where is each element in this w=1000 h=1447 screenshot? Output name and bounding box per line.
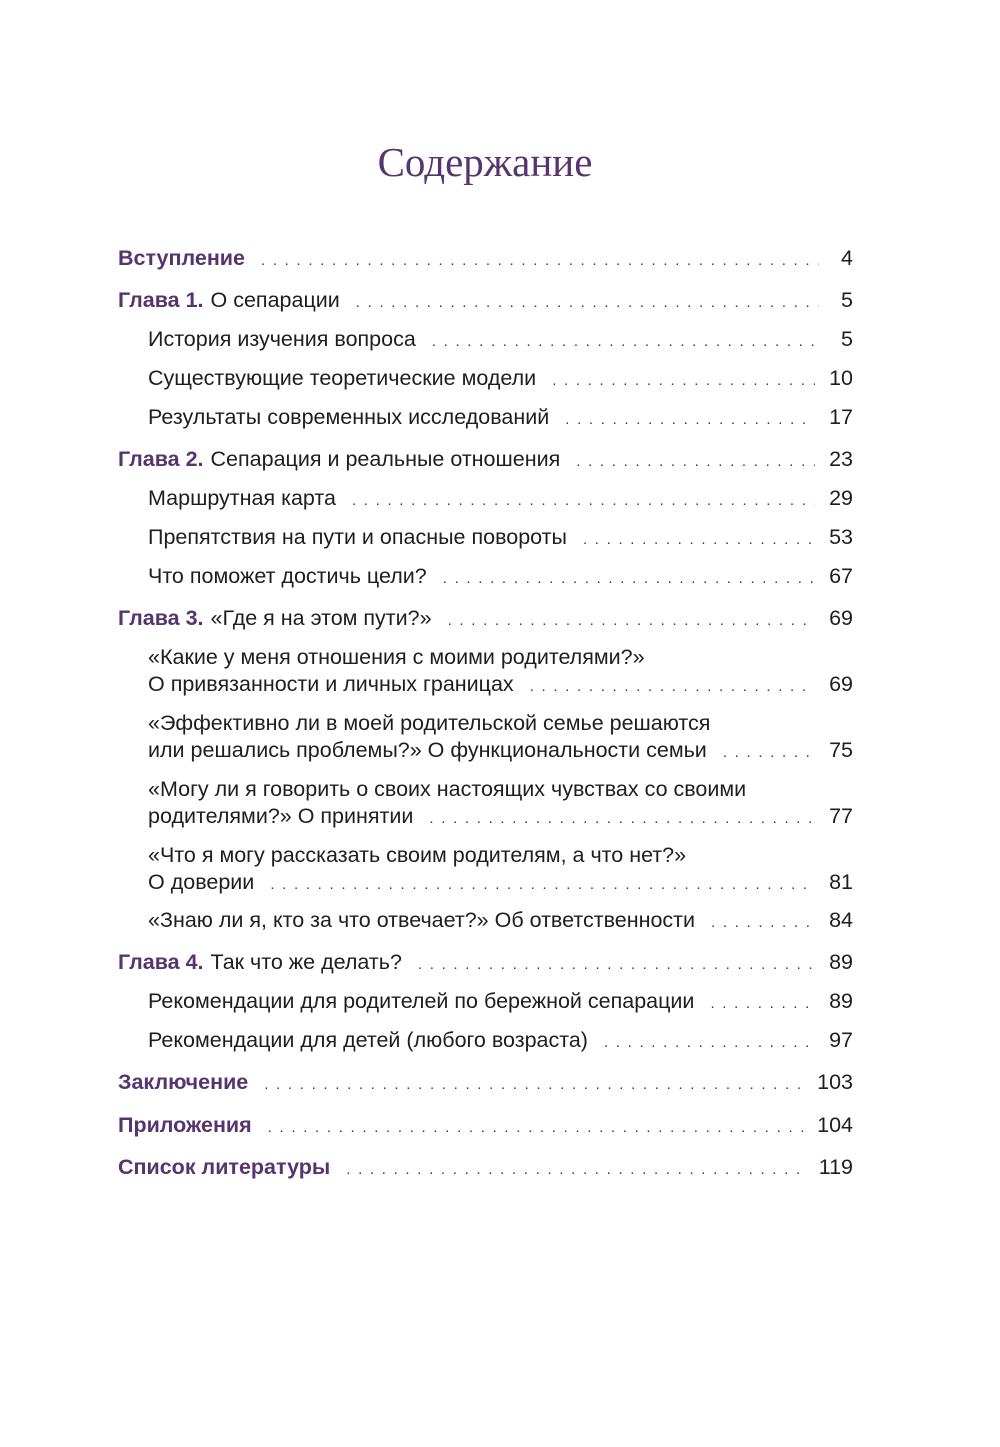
toc-entry-appendix[interactable] (118, 1110, 853, 1140)
dot-leader (710, 989, 815, 1019)
toc-entry-title (118, 603, 432, 633)
toc-entry-title: Вступление (118, 246, 245, 270)
toc-entry-subsection[interactable] (148, 905, 853, 935)
page-number: 81 (829, 870, 853, 894)
toc-entry-title-line: «Какие у меня отношения с моими родителями?» (148, 645, 645, 669)
page-number: 119 (818, 1155, 853, 1179)
dot-leader (565, 405, 815, 435)
toc-entry-title: Заключение (118, 1070, 249, 1094)
chapter-title: Сепарация и реальные отношения (210, 447, 561, 471)
page-number: 89 (829, 950, 853, 974)
chapter-title: «Где я на этом пути?» (210, 606, 432, 630)
page-number: 23 (829, 447, 853, 471)
toc-entry-title: Что поможет достичь цели? (148, 564, 427, 588)
toc-entry-subsection[interactable] (148, 1025, 853, 1055)
toc-entry-title: Препятствия на пути и опасные повороты (148, 525, 567, 549)
chapter-prefix: Глава 1. (118, 288, 204, 312)
toc-entry-title: родителями?» О принятии (148, 804, 414, 828)
toc-entry-title: История изучения вопроса (148, 327, 416, 351)
dot-leader (270, 870, 815, 900)
page-number: 104 (817, 1113, 853, 1137)
dot-leader (352, 486, 815, 516)
page-number: 69 (829, 606, 853, 630)
page-number: 4 (841, 246, 853, 270)
dot-leader (723, 738, 815, 768)
chapter-prefix: Глава 3. (118, 606, 204, 630)
dot-leader (432, 327, 819, 357)
toc-entry-references[interactable] (118, 1152, 853, 1182)
chapter-prefix: Глава 4. (118, 950, 204, 974)
toc-entry-chapter-4[interactable] (118, 947, 853, 977)
toc-entry-title: О доверии (148, 870, 255, 894)
toc-entry-subsection[interactable] (148, 867, 853, 897)
dot-leader (429, 804, 815, 834)
toc-entry-title (118, 947, 402, 977)
toc-entry-chapter-1[interactable] (118, 285, 853, 315)
page-number: 75 (829, 738, 853, 762)
dot-leader (552, 366, 815, 396)
toc-entry-subsection[interactable] (148, 324, 853, 354)
dot-leader (264, 1070, 803, 1100)
dot-leader (261, 246, 819, 276)
toc-entry-intro[interactable] (118, 243, 853, 273)
toc-entry-title: Рекомендации для родителей по бережной сепарации (148, 989, 695, 1013)
toc-entry-title (118, 444, 560, 474)
page-number: 77 (829, 804, 853, 828)
page-number: 5 (841, 327, 853, 351)
page-number: 67 (829, 564, 853, 588)
chapter-title: О сепарации (210, 288, 340, 312)
toc-entry-subsection[interactable] (148, 669, 853, 699)
toc-entry-title-line: «Эффективно ли в моей родительской семье решаются (148, 711, 711, 735)
page-title: Содержание (377, 139, 593, 185)
toc-entry-title-line: «Могу ли я говорить о своих настоящих чувствах со своими (148, 777, 747, 801)
dot-leader (576, 447, 815, 477)
toc-entry-title: Приложения (118, 1113, 252, 1137)
dot-leader (530, 672, 815, 702)
page-number: 10 (829, 366, 853, 390)
dot-leader (711, 908, 815, 938)
toc-entry-title: «Знаю ли я, кто за что отвечает?» Об ответственности (148, 908, 696, 932)
toc-entry-chapter-2[interactable] (118, 444, 853, 474)
toc-entry-subsection[interactable] (148, 801, 853, 831)
toc-entry-subsection[interactable] (148, 561, 853, 591)
dot-leader (448, 606, 816, 636)
dot-leader (356, 288, 819, 318)
toc-entry-title: Список литературы (118, 1155, 331, 1179)
toc-entry-title: или решались проблемы?» О функциональности семьи (148, 738, 707, 762)
page-number: 29 (829, 486, 853, 510)
page-number: 89 (829, 989, 853, 1013)
toc-entry-title: О привязанности и личных границах (148, 672, 514, 696)
toc-entry-title: Рекомендации для детей (любого возраста) (148, 1028, 588, 1052)
toc-entry-conclusion[interactable] (118, 1067, 853, 1097)
dot-leader (583, 525, 815, 555)
toc-entry-subsection[interactable] (148, 522, 853, 552)
toc-entry-chapter-3[interactable] (118, 603, 853, 633)
toc-entry-title: Результаты современных исследований (148, 405, 550, 429)
dot-leader (418, 950, 815, 980)
page-number: 84 (829, 908, 853, 932)
toc-entry-subsection[interactable] (148, 402, 853, 432)
page-number: 17 (829, 405, 853, 429)
toc-entry-subsection[interactable] (148, 363, 853, 393)
page-number: 5 (841, 288, 853, 312)
page-number: 103 (817, 1070, 853, 1094)
page-number: 97 (829, 1028, 853, 1052)
toc-entry-title: Существующие теоретические модели (148, 366, 537, 390)
toc-entry-title: Маршрутная карта (148, 486, 336, 510)
toc-entry-title-line: «Что я могу рассказать своим родителям, а что нет?» (148, 843, 687, 867)
chapter-title: Так что же делать? (210, 950, 402, 974)
chapter-prefix: Глава 2. (118, 447, 204, 471)
page-number: 69 (829, 672, 853, 696)
toc-entry-subsection[interactable] (148, 483, 853, 513)
page-number: 53 (829, 525, 853, 549)
toc-entry-subsection[interactable] (148, 735, 853, 765)
dot-leader (268, 1113, 803, 1143)
dot-leader (443, 564, 815, 594)
dot-leader (604, 1028, 815, 1058)
dot-leader (346, 1155, 804, 1185)
toc-entry-title (118, 285, 340, 315)
toc-entry-subsection[interactable] (148, 986, 853, 1016)
